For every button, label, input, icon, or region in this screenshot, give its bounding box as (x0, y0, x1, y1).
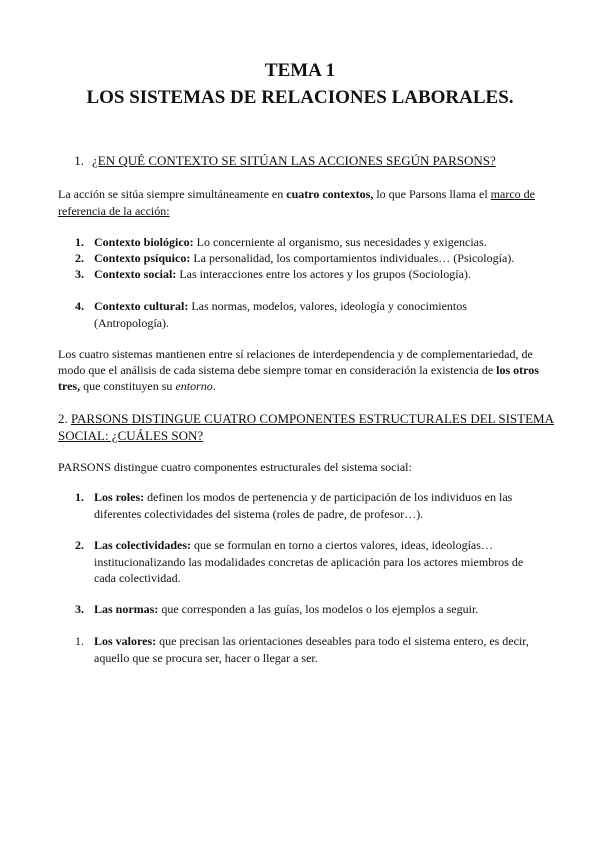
component-item-colectividades-line2: institucionalizando las modalidades concretas de aplicación para los actores miembros de (94, 555, 524, 569)
component-item-num: 2. (75, 538, 84, 552)
page-subtitle: LOS SISTEMAS DE RELACIONES LABORALES. (86, 87, 514, 108)
component-item-colectividades-line3: cada colectividad. (94, 571, 181, 585)
context-item-num: 3. (75, 267, 84, 281)
context-item-biologico: Contexto biológico: Lo concerniente al organismo, sus necesidades y exigencias. (94, 235, 487, 249)
context-item-cultural-line2: (Antropología). (94, 316, 169, 330)
section1-number: 1. (74, 153, 84, 168)
context-item-cultural: Contexto cultural: Las normas, modelos, valores, ideología y conocimientos (94, 299, 467, 313)
context-item-num: 1. (75, 235, 84, 249)
section1-heading: ¿EN QUÉ CONTEXTO SE SITÚAN LAS ACCIONES SEGÚN PARSONS? (92, 153, 496, 168)
component-item-roles-line2: diferentes colectividades del sistema (roles de padre, de profesor…). (94, 507, 424, 521)
section2-intro: PARSONS distingue cuatro componentes estructurales del sistema social: (58, 460, 412, 474)
section2-heading-line2: SOCIAL: ¿CUÁLES SON? (58, 428, 204, 443)
section1-paragraph-line2: modo que el análisis de cada sistema debe siempre tomar en consideración la existencia de los otros (58, 363, 539, 377)
context-item-psiquico: Contexto psíquico: La personalidad, los comportamientos individuales… (Psicología). (94, 251, 515, 265)
component-item-colectividades: Las colectividades: que se formulan en torno a ciertos valores, ideas, ideologías… (94, 538, 493, 552)
page-title: TEMA 1 (264, 60, 336, 81)
section1-paragraph-line3: tres, que constituyen su entorno. (58, 379, 216, 393)
component-item-num: 1. (75, 490, 84, 504)
component-item-num: 3. (75, 602, 84, 616)
context-item-social: Contexto social: Las interacciones entre los actores y los grupos (Sociología). (94, 267, 471, 281)
component-item-normas: Las normas: que corresponden a las guías, los modelos o los ejemplos a seguir. (94, 602, 479, 616)
section1-paragraph-line1: Los cuatro sistemas mantienen entre sí relaciones de interdependencia y de complementariedad, de (58, 347, 533, 361)
section1-intro: La acción se sitúa siempre simultáneamente en cuatro contextos, lo que Parsons llama el marco de (58, 187, 535, 201)
component-item-roles: Los roles: definen los modos de pertenencia y de participación de los individuos en las (94, 490, 513, 504)
context-item-num: 2. (75, 251, 84, 265)
component-item-num: 1. (75, 634, 84, 648)
context-item-num: 4. (75, 299, 84, 313)
section2-heading: 2. PARSONS DISTINGUE CUATRO COMPONENTES ESTRUCTURALES DEL SISTEMA (58, 411, 554, 426)
section1-intro-line2: referencia de la acción: (58, 204, 170, 218)
component-item-valores: Los valores: que precisan las orientaciones deseables para todo el sistema entero, es decir, (94, 634, 529, 648)
component-item-valores-line2: aquello que se procura ser, hacer o llegar a ser. (94, 651, 318, 665)
